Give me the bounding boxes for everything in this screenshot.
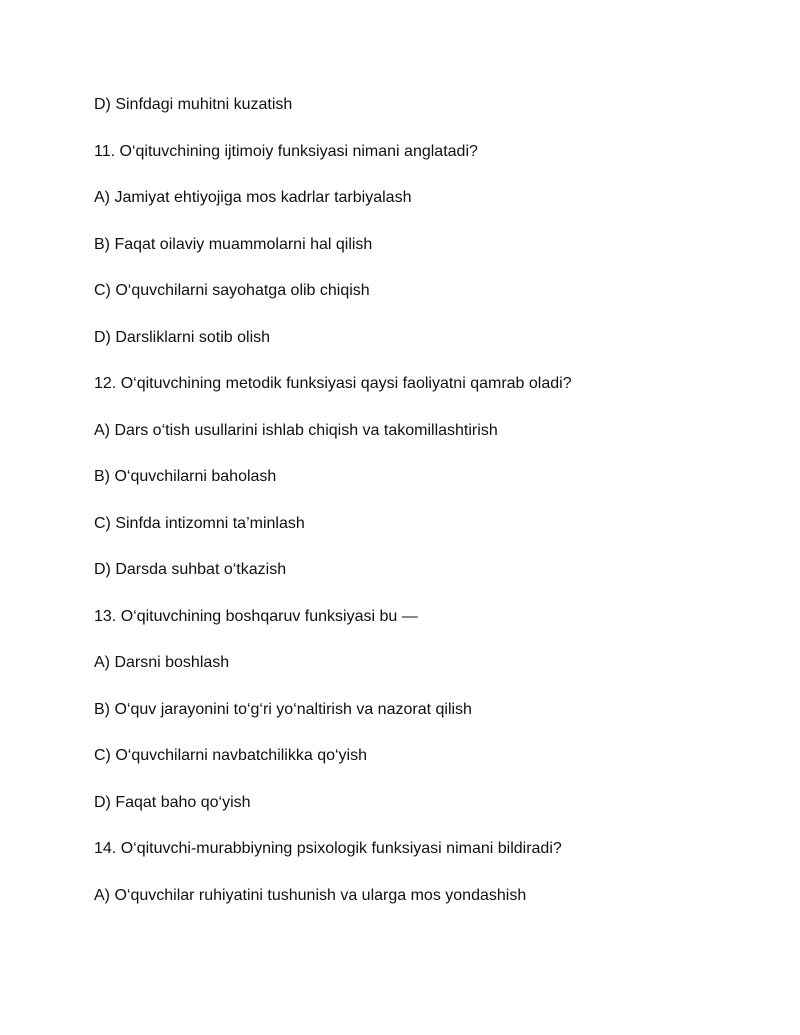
question-11: 11. O‘qituvchining ijtimoiy funksiyasi nimani anglatadi? bbox=[94, 142, 478, 160]
answer-option-d: D) Sinfdagi muhitni kuzatish bbox=[94, 96, 293, 113]
answer-option-b: B) Faqat oilaviy muammolarni hal qilish bbox=[94, 235, 373, 253]
question-13: 13. O‘qituvchining boshqaruv funksiyasi bu — bbox=[94, 607, 418, 625]
answer-option-d: D) Darsliklarni sotib olish bbox=[94, 328, 271, 346]
question-14: 14. O‘qituvchi-murabbiyning psixologik funksiyasi nimani bildiradi? bbox=[94, 840, 562, 857]
answer-option-a: A) O‘quvchilar ruhiyatini tushunish va ularga mos yondashish bbox=[94, 886, 527, 904]
answer-option-d: D) Darsda suhbat o‘tkazish bbox=[94, 561, 287, 578]
answer-option-d: D) Faqat baho qo‘yish bbox=[94, 793, 251, 811]
answer-option-a: A) Darsni boshlash bbox=[94, 654, 230, 671]
answer-option-b: B) O‘quv jarayonini to‘g‘ri yo‘naltirish va nazorat qilish bbox=[94, 700, 472, 718]
question-12: 12. O‘qituvchining metodik funksiyasi qaysi faoliyatni qamrab oladi? bbox=[94, 375, 572, 392]
answer-option-a: A) Jamiyat ehtiyojiga mos kadrlar tarbiyalash bbox=[94, 189, 412, 206]
answer-option-c: C) O‘quvchilarni sayohatga olib chiqish bbox=[94, 282, 370, 299]
answer-option-c: C) O‘quvchilarni navbatchilikka qo‘yish bbox=[94, 747, 368, 764]
document-body bbox=[94, 94, 754, 931]
answer-option-c: C) Sinfda intizomni ta’minlash bbox=[94, 514, 305, 532]
answer-option-b: B) O‘quvchilarni baholash bbox=[94, 468, 277, 485]
answer-option-a: A) Dars o‘tish usullarini ishlab chiqish va takomillashtirish bbox=[94, 421, 498, 439]
